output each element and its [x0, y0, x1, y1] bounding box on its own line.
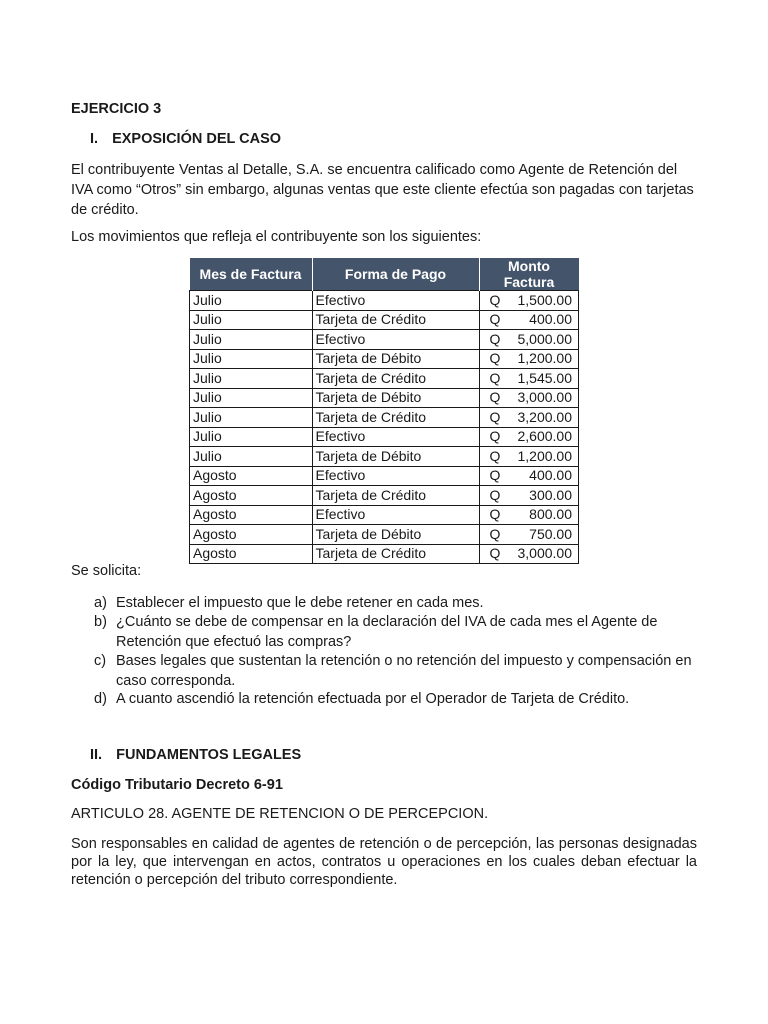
- currency-cell: Q: [479, 427, 515, 447]
- month-cell: Julio: [190, 447, 313, 467]
- currency-cell: Q: [479, 525, 515, 545]
- section-number: I.: [90, 131, 99, 147]
- column-header-payment: Forma de Pago: [312, 258, 479, 291]
- currency-cell: Q: [479, 369, 515, 389]
- table-row: [190, 369, 579, 389]
- amount-cell: 1,200.00: [515, 447, 579, 467]
- currency-cell: Q: [479, 291, 515, 311]
- section-title: FUNDAMENTOS LEGALES: [116, 747, 302, 763]
- table-row: [190, 427, 579, 447]
- exercise-title: EJERCICIO 3: [71, 101, 162, 117]
- list-item: [94, 593, 704, 613]
- currency-cell: Q: [479, 388, 515, 408]
- column-header-month: Mes de Factura: [190, 258, 313, 291]
- currency-cell: Q: [479, 330, 515, 350]
- list-marker: b): [94, 614, 107, 630]
- intro-paragraph: El contribuyente Ventas al Detalle, S.A. se encuentra calificado como Agente de Retención del IVA como “Otros” sin embargo, algunas ventas que este cliente efectúa son pagadas con tarjetas de crédito.: [71, 162, 694, 218]
- currency-cell: Q: [479, 349, 515, 369]
- month-cell: Julio: [190, 388, 313, 408]
- payment-cell: Efectivo: [312, 291, 479, 311]
- table-row: [190, 466, 579, 486]
- invoice-table: [189, 258, 579, 564]
- amount-cell: 3,000.00: [515, 544, 579, 564]
- table-row: [190, 310, 579, 330]
- amount-cell: 300.00: [515, 486, 579, 506]
- payment-cell: Efectivo: [312, 466, 479, 486]
- list-text: Establecer el impuesto que le debe retener en cada mes.: [116, 595, 484, 611]
- section-title: EXPOSICIÓN DEL CASO: [112, 131, 282, 147]
- list-marker: a): [94, 595, 107, 611]
- currency-cell: Q: [479, 310, 515, 330]
- currency-cell: Q: [479, 486, 515, 506]
- amount-cell: 2,600.00: [515, 427, 579, 447]
- month-cell: Agosto: [190, 505, 313, 525]
- payment-cell: Tarjeta de Crédito: [312, 544, 479, 564]
- amount-cell: 1,545.00: [515, 369, 579, 389]
- currency-cell: Q: [479, 447, 515, 467]
- table-row: [190, 330, 579, 350]
- article-text: Son responsables en calidad de agentes de retención o de percepción, las personas designadas por la ley, que intervengan en actos, contratos u operaciones en los cuales deban efectuar la retención o percepción del tributo correspondiente.: [71, 836, 697, 888]
- amount-cell: 1,500.00: [515, 291, 579, 311]
- table-row: [190, 388, 579, 408]
- table-header-row: [190, 258, 579, 291]
- list-item: [94, 612, 704, 652]
- payment-cell: Tarjeta de Crédito: [312, 369, 479, 389]
- code-title: Código Tributario Decreto 6-91: [71, 777, 283, 793]
- month-cell: Agosto: [190, 544, 313, 564]
- table-row: [190, 349, 579, 369]
- payment-cell: Tarjeta de Débito: [312, 525, 479, 545]
- month-cell: Julio: [190, 427, 313, 447]
- currency-cell: Q: [479, 505, 515, 525]
- amount-cell: 400.00: [515, 310, 579, 330]
- amount-cell: 800.00: [515, 505, 579, 525]
- payment-cell: Tarjeta de Crédito: [312, 486, 479, 506]
- payment-cell: Tarjeta de Crédito: [312, 310, 479, 330]
- amount-cell: 3,000.00: [515, 388, 579, 408]
- payment-cell: Efectivo: [312, 330, 479, 350]
- month-cell: Agosto: [190, 525, 313, 545]
- table-row: [190, 505, 579, 525]
- amount-cell: 5,000.00: [515, 330, 579, 350]
- month-cell: Agosto: [190, 486, 313, 506]
- list-text: Bases legales que sustentan la retención o no retención del impuesto y compensación en caso corresponda.: [116, 653, 692, 689]
- section-number: II.: [90, 747, 103, 763]
- request-intro: Se solicita:: [71, 563, 142, 579]
- amount-cell: 750.00: [515, 525, 579, 545]
- table-row: [190, 525, 579, 545]
- list-marker: d): [94, 691, 107, 707]
- amount-cell: 1,200.00: [515, 349, 579, 369]
- payment-cell: Tarjeta de Débito: [312, 349, 479, 369]
- section-heading-2: [90, 747, 301, 763]
- payment-cell: Tarjeta de Débito: [312, 388, 479, 408]
- list-item: [94, 689, 704, 709]
- table-row: [190, 408, 579, 428]
- month-cell: Julio: [190, 330, 313, 350]
- payment-cell: Efectivo: [312, 505, 479, 525]
- section-heading-1: [90, 131, 281, 147]
- article-title: ARTICULO 28. AGENTE DE RETENCION O DE PERCEPCION.: [71, 806, 489, 822]
- table-row: [190, 486, 579, 506]
- currency-cell: Q: [479, 466, 515, 486]
- amount-cell: 3,200.00: [515, 408, 579, 428]
- currency-cell: Q: [479, 408, 515, 428]
- list-text: ¿Cuánto se debe de compensar en la declaración del IVA de cada mes el Agente de Retención que efectuó las compras?: [116, 614, 658, 650]
- movements-intro: Los movimientos que refleja el contribuyente son los siguientes:: [71, 229, 482, 245]
- payment-cell: Efectivo: [312, 427, 479, 447]
- payment-cell: Tarjeta de Crédito: [312, 408, 479, 428]
- payment-cell: Tarjeta de Débito: [312, 447, 479, 467]
- month-cell: Julio: [190, 369, 313, 389]
- table-row: [190, 291, 579, 311]
- amount-cell: 400.00: [515, 466, 579, 486]
- table-row: [190, 447, 579, 467]
- column-header-amount: Monto Factura: [479, 258, 579, 291]
- list-item: [94, 651, 704, 691]
- list-text: A cuanto ascendió la retención efectuada por el Operador de Tarjeta de Crédito.: [116, 691, 630, 707]
- month-cell: Julio: [190, 291, 313, 311]
- month-cell: Julio: [190, 310, 313, 330]
- table-row: [190, 544, 579, 564]
- month-cell: Julio: [190, 408, 313, 428]
- month-cell: Julio: [190, 349, 313, 369]
- currency-cell: Q: [479, 544, 515, 564]
- list-marker: c): [94, 653, 107, 669]
- month-cell: Agosto: [190, 466, 313, 486]
